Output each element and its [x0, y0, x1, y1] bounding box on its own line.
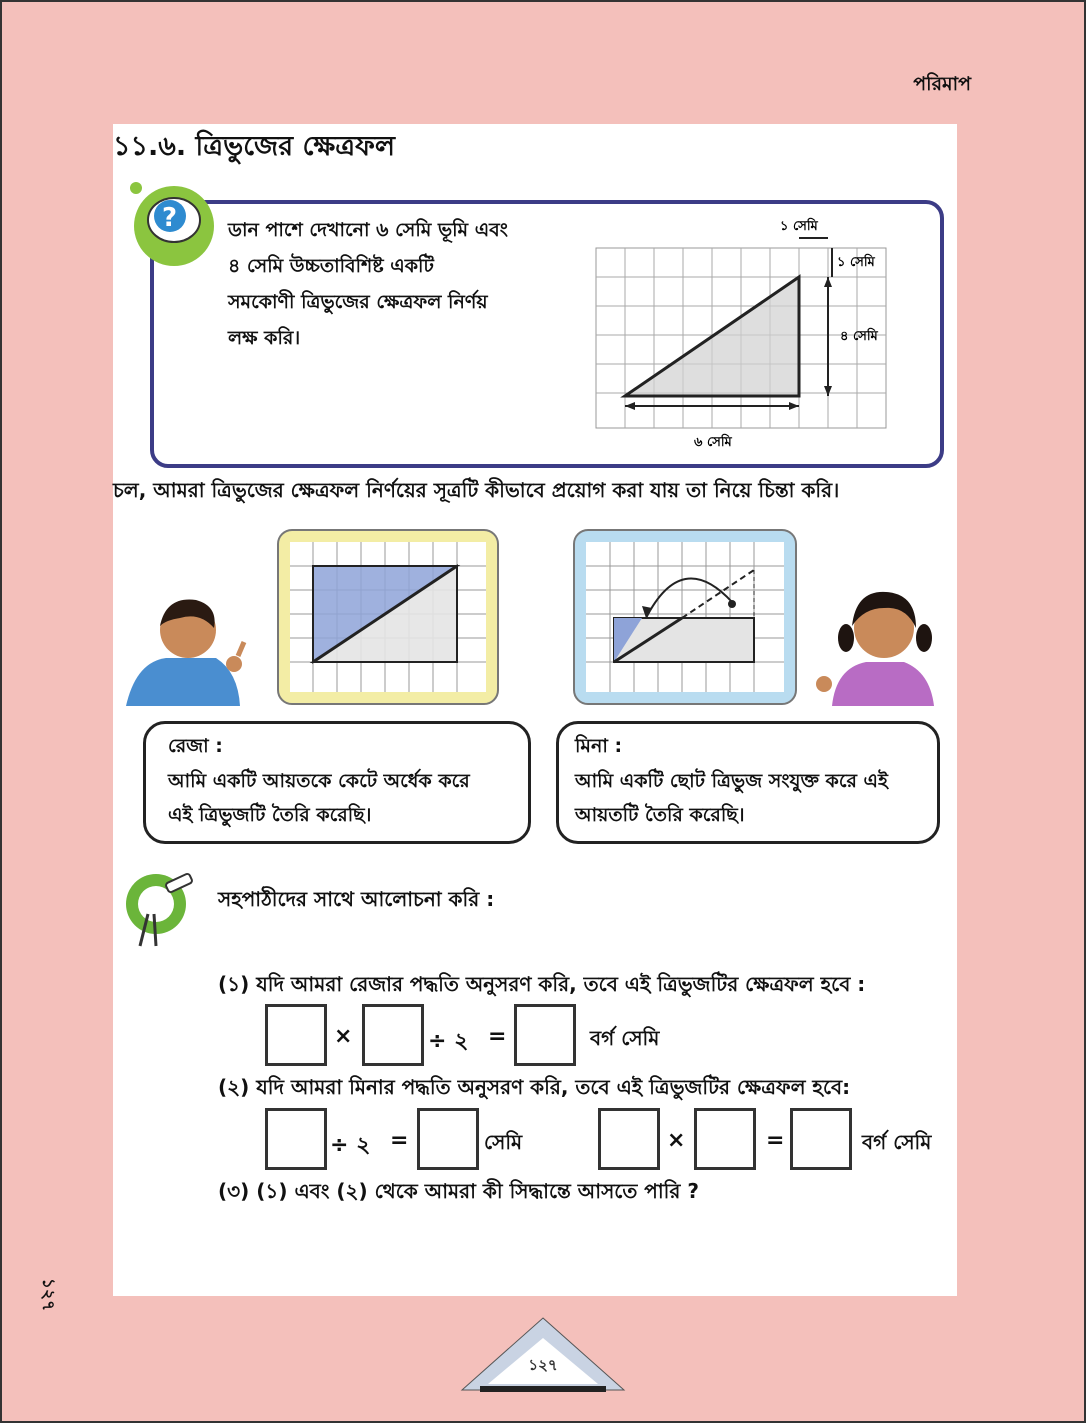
boy-illustration	[126, 592, 258, 706]
girl-illustration	[812, 580, 944, 706]
equals-sign: =	[390, 1128, 409, 1153]
answer-box-1c[interactable]	[514, 1004, 576, 1066]
unit-cm: সেমি	[484, 1130, 523, 1154]
answer-box-2d[interactable]	[694, 1108, 756, 1170]
question-line: লক্ষ করি।	[228, 327, 301, 349]
side-page-number: ১২৭	[38, 1278, 58, 1312]
reja-speech-box	[143, 721, 531, 844]
question-3: (৩) (১) এবং (২) থেকে আমরা কী সিদ্ধান্তে আসতে পারি ?	[218, 1179, 699, 1203]
mina-grid-diagram	[572, 528, 798, 706]
times-sign: ×	[334, 1024, 353, 1049]
question-line: ডান পাশে দেখানো ৬ সেমি ভূমি এবং	[228, 219, 508, 241]
question-line: সমকোণী ত্রিভুজের ক্ষেত্রফল নির্ণয়	[228, 291, 488, 313]
question-text	[228, 212, 558, 356]
answer-box-2e[interactable]	[790, 1108, 852, 1170]
reja-line: এই ত্রিভুজটি তৈরি করেছি।	[168, 804, 372, 826]
times-sign: ×	[667, 1128, 686, 1153]
question-line: ৪ সেমি উচ্চতাবিশিষ্ট একটি	[228, 255, 434, 277]
mina-name: মিনা :	[575, 735, 623, 757]
question-1: (১) যদি আমরা রেজার পদ্ধতি অনুসরণ করি, তবে এই ত্রিভুজটির ক্ষেত্রফল হবে :	[218, 972, 866, 996]
answer-box-1b[interactable]	[362, 1004, 424, 1066]
answer-box-2a[interactable]	[265, 1108, 327, 1170]
unit-sq-cm: বর্গ সেমি	[590, 1026, 660, 1050]
reja-grid-diagram	[276, 528, 500, 706]
unit-sq-cm: বর্গ সেমি	[862, 1130, 932, 1154]
divide-two: ÷ ২	[428, 1029, 469, 1054]
answer-box-1a[interactable]	[265, 1004, 327, 1066]
label-base: ৬ সেমি	[694, 435, 732, 450]
page-number: ১২৭	[528, 1356, 558, 1374]
intro-text: চল, আমরা ত্রিভুজের ক্ষেত্রফল নির্ণয়ের সূত্রটি কীভাবে প্রয়োগ করা যায় তা নিয়ে চিন্তা করি।	[113, 478, 840, 502]
svg-text:?: ?	[162, 203, 178, 233]
discussion-icon	[120, 866, 200, 950]
equals-sign: =	[488, 1024, 507, 1049]
discussion-prompt: সহপাঠীদের সাথে আলোচনা করি :	[218, 887, 495, 911]
mina-line: আয়তটি তৈরি করেছি।	[575, 804, 745, 826]
mina-line: আমি একটি ছোট ত্রিভুজ সংযুক্ত করে এই	[575, 770, 888, 792]
divide-two: ÷ ২	[330, 1133, 371, 1158]
reja-name: রেজা :	[168, 735, 223, 757]
question-2: (২) যদি আমরা মিনার পদ্ধতি অনুসরণ করি, তবে এই ত্রিভুজটির ক্ষেত্রফল হবে:	[218, 1075, 851, 1099]
chapter-title: পরিমাপ	[913, 73, 971, 95]
section-title: ১১.৬. ত্রিভুজের ক্ষেত্রফল	[113, 131, 395, 162]
reja-line: আমি একটি আয়তকে কেটে অর্ধেক করে	[168, 770, 470, 792]
answer-box-2b[interactable]	[417, 1108, 479, 1170]
label-unit-height: ১ সেমি	[837, 255, 875, 270]
question-icon	[128, 180, 228, 270]
answer-box-2c[interactable]	[598, 1108, 660, 1170]
label-unit-width: ১ সেমি	[780, 219, 818, 234]
triangle-grid-diagram	[590, 208, 910, 453]
label-height: ৪ সেমি	[840, 329, 878, 344]
equals-sign: =	[766, 1128, 785, 1153]
mina-speech-box	[556, 721, 940, 844]
